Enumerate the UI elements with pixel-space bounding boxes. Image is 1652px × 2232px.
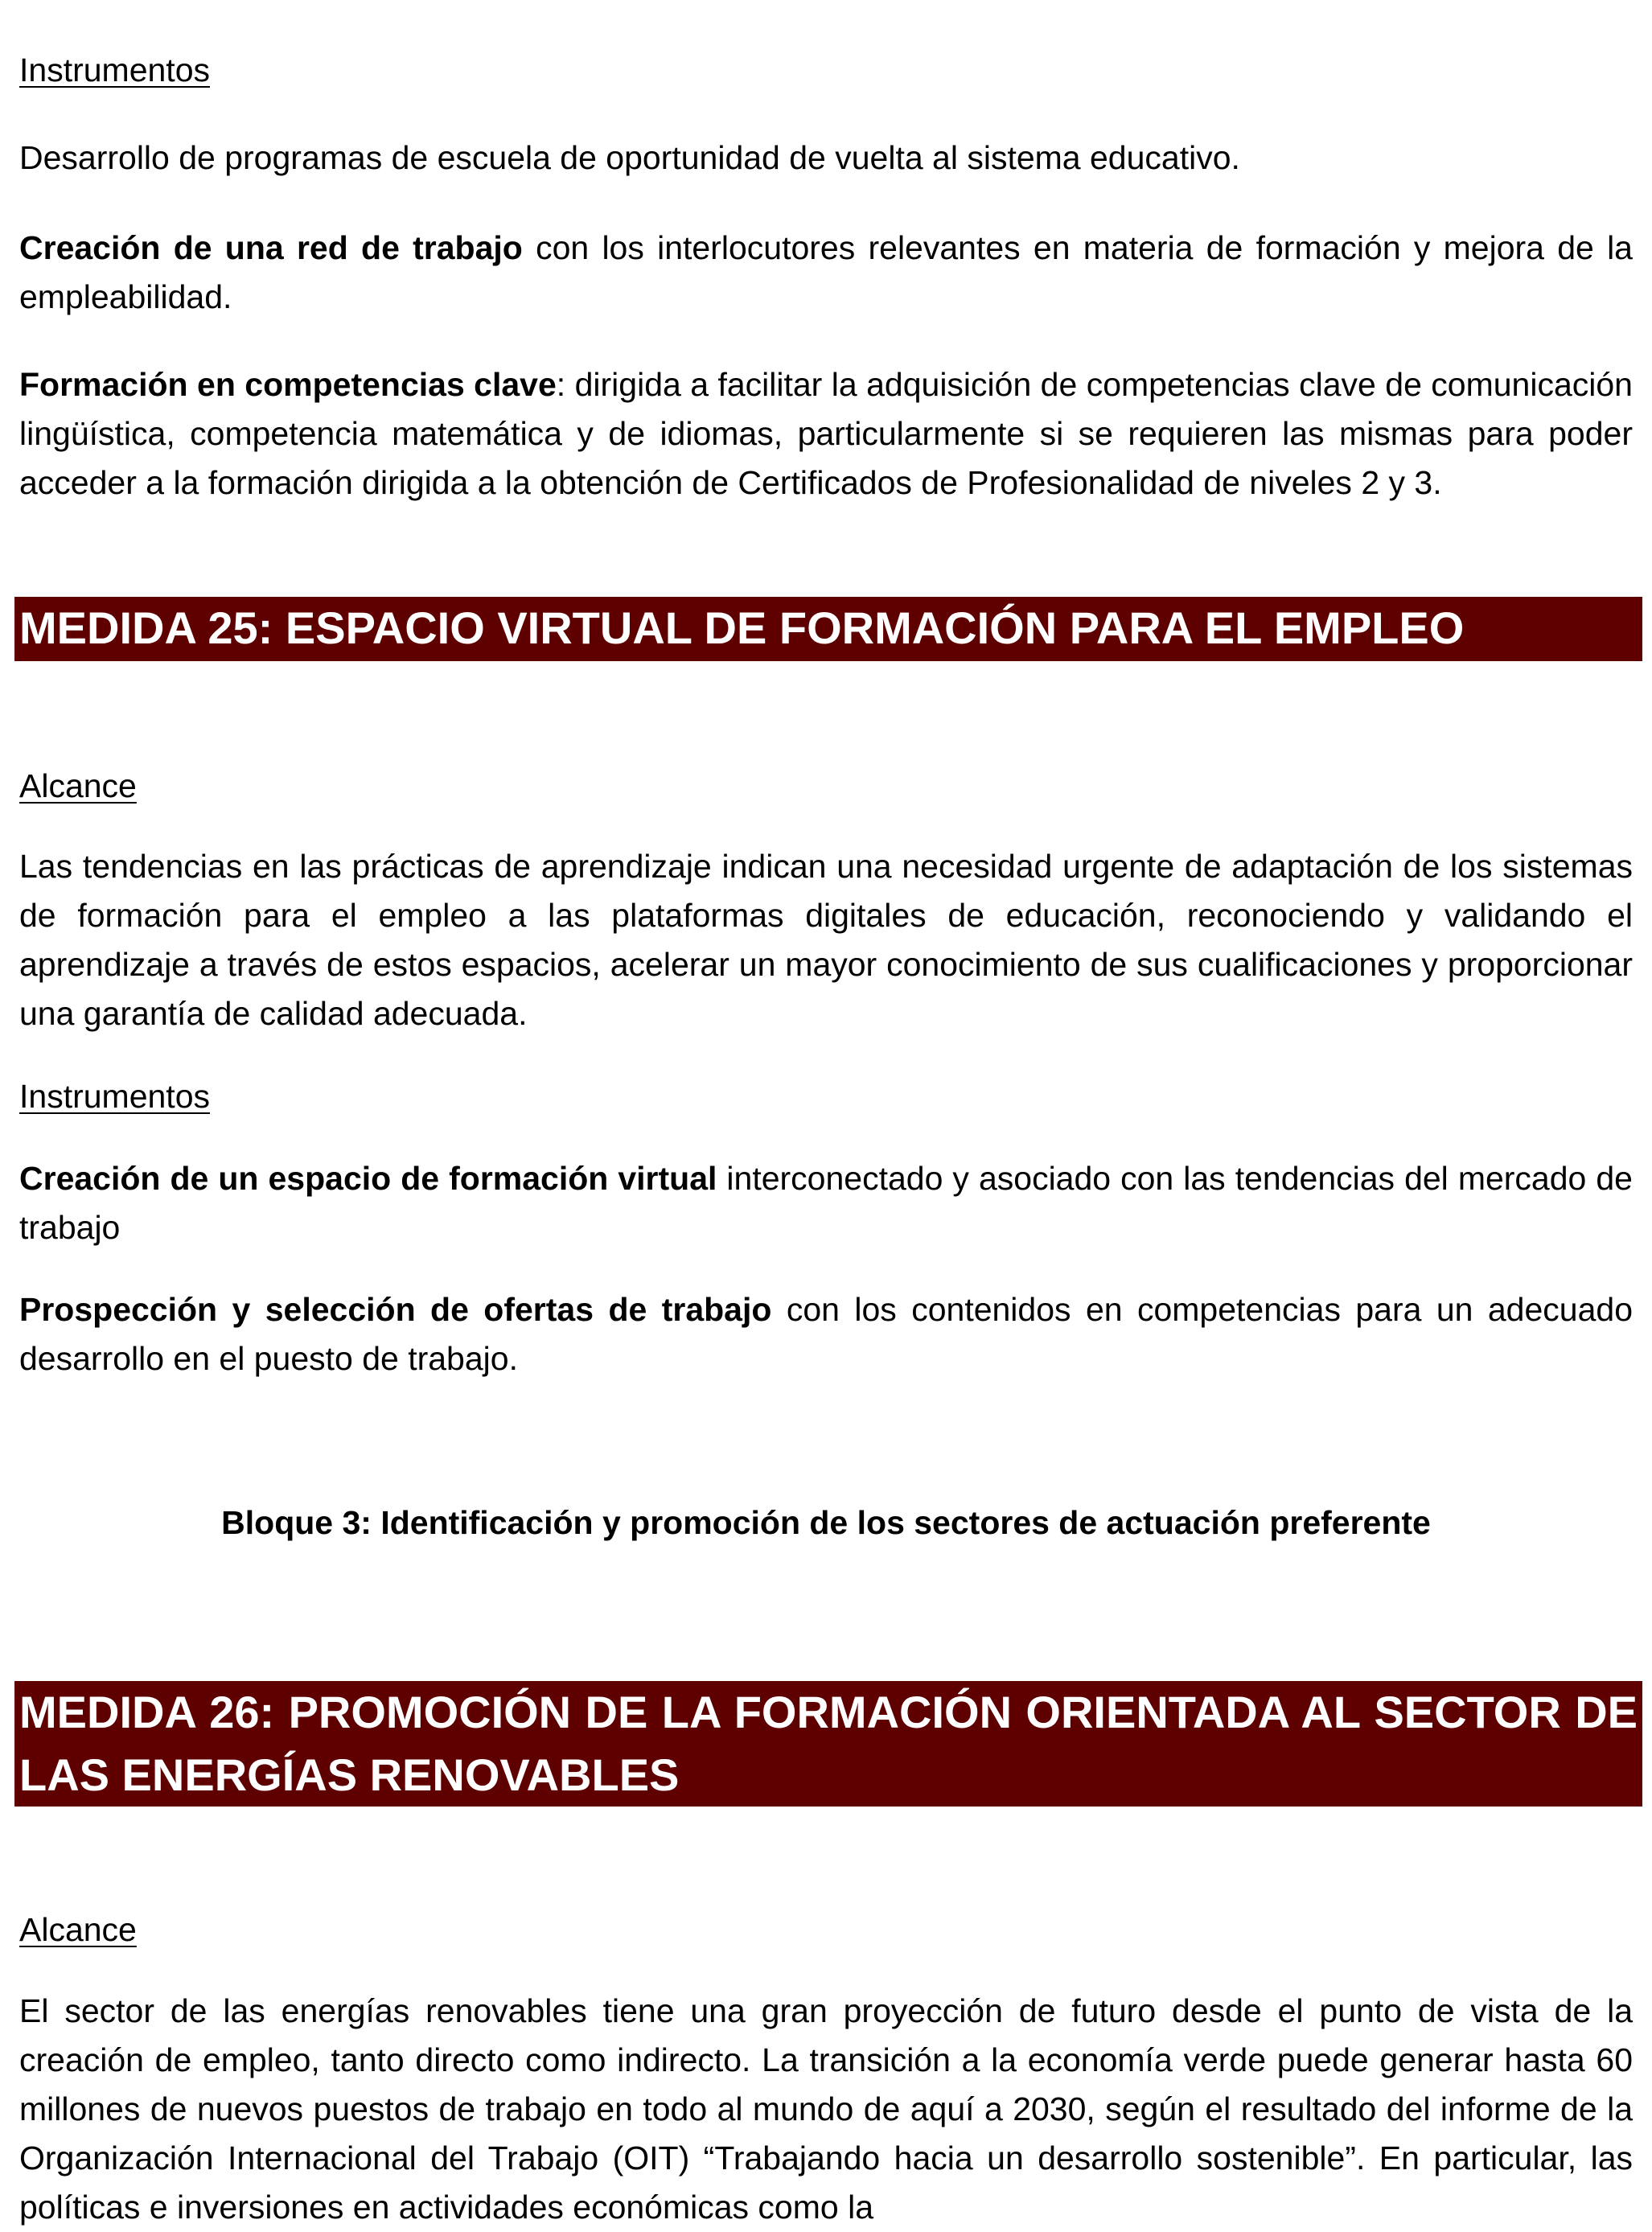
item-text: Desarrollo de programas de escuela de oportunidad de vuelta al sistema educativo. [19, 139, 1240, 176]
item-bold-lead: Formación en competencias clave [19, 366, 557, 403]
medida-25-item-espacio-virtual [19, 1154, 1633, 1252]
medida-25-alcance-heading: Alcance [19, 767, 137, 804]
medida-26-alcance-heading: Alcance [19, 1911, 137, 1948]
item-bold-lead: Prospección y selección de ofertas de trabajo [19, 1291, 772, 1328]
instrumentos-item-competencias-clave [19, 360, 1633, 508]
item-bold-lead: Creación de un espacio de formación virtual [19, 1160, 717, 1197]
medida-25-item-prospeccion [19, 1285, 1633, 1383]
medida-26-alcance-text: El sector de las energías renovables tiene una gran proyección de futuro desde el punto de vista de la creación de empleo, tanto directo como indirecto. La transición a la economía verde puede generar hasta 60 millones de nuevos puestos de trabajo en todo al mundo de aquí a 2030, según el resultado del informe de la Organización Internacional del Trabajo (OIT) “Trabajando hacia un desarrollo sostenible”. En particular, las políticas e inversiones en actividades económicas como la [19, 1992, 1633, 2226]
medida-25-banner [14, 597, 1642, 661]
item-bold-lead: Creación de una red de trabajo [19, 229, 523, 266]
item-text: interconectado y asociado con las tendencias del mercado de trabajo [19, 1160, 1633, 1246]
medida-26-title: MEDIDA 26: PROMOCIÓN DE LA FORMACIÓN ORIENTADA AL SECTOR DE LAS ENERGÍAS RENOVABLES [19, 1687, 1638, 1800]
medida-25-title: MEDIDA 25: ESPACIO VIRTUAL DE FORMACIÓN PARA EL EMPLEO [19, 602, 1465, 653]
medida-25-alcance-text: Las tendencias en las prácticas de aprendizaje indican una necesidad urgente de adaptación de los sistemas de formación para el empleo a las plataformas digitales de educación, reconociendo y validando el aprendizaje a través de estos espacios, acelerar un mayor conocimiento de sus cualificaciones y proporcionar una garantía de calidad adecuada. [19, 848, 1633, 1032]
item-text: con los contenidos en competencias para un adecuado desarrollo en el puesto de trabajo. [19, 1291, 1633, 1377]
item-text: : dirigida a facilitar la adquisición de competencias clave de comunicación lingüística, competencia matemática y de idiomas, particularmente si se requieren las mismas para poder acceder a la formación dirigida a la obtención de Certificados de Profesionalidad de niveles 2 y 3. [19, 366, 1633, 501]
medida-26-banner [14, 1681, 1642, 1807]
bloque-3-title: Bloque 3: Identificación y promoción de los sectores de actuación preferente [221, 1504, 1431, 1541]
medida-25-instrumentos-heading: Instrumentos [19, 1078, 210, 1115]
instrumentos-item-escuela [19, 134, 1633, 183]
instrumentos-item-red-trabajo [19, 224, 1633, 322]
item-text: con los interlocutores relevantes en materia de formación y mejora de la empleabilidad. [19, 229, 1633, 315]
instrumentos-heading: Instrumentos [19, 51, 210, 88]
